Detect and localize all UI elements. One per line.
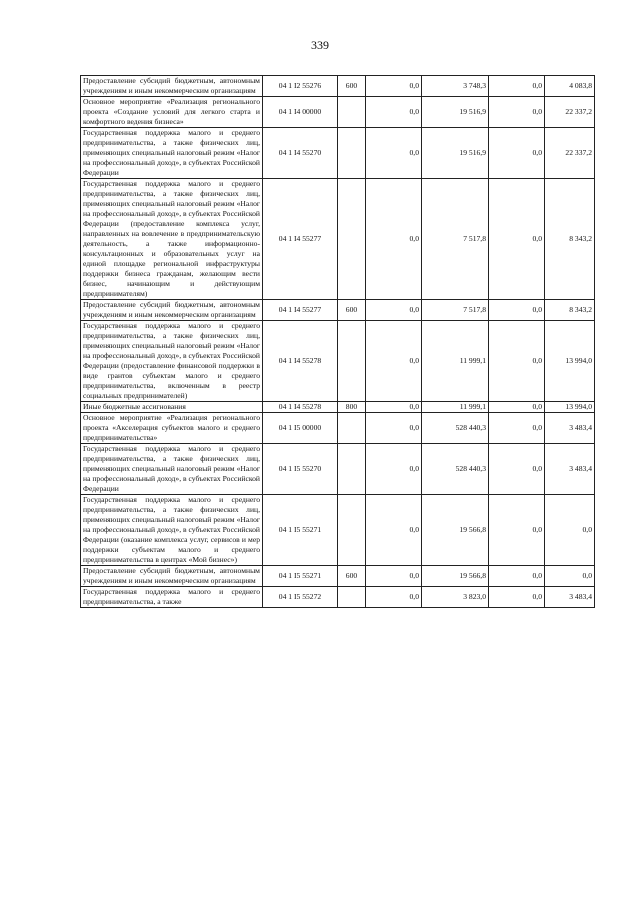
row-vr: 600	[338, 566, 366, 587]
page-number: 339	[311, 38, 329, 52]
row-value-2: 3 823,0	[422, 587, 489, 608]
row-vr: 600	[338, 300, 366, 321]
row-value-1: 0,0	[366, 179, 422, 300]
row-value-4: 4 083,8	[545, 76, 595, 97]
row-value-2: 11 999,1	[422, 402, 489, 413]
row-vr	[338, 413, 366, 444]
row-value-2: 19 566,8	[422, 495, 489, 566]
row-code: 04 1 I5 00000	[263, 413, 338, 444]
row-value-3: 0,0	[489, 300, 545, 321]
row-value-4: 22 337,2	[545, 128, 595, 179]
row-value-4: 13 994,0	[545, 321, 595, 402]
table-row	[81, 587, 595, 608]
row-vr: 600	[338, 76, 366, 97]
table-row	[81, 179, 595, 300]
row-value-1: 0,0	[366, 321, 422, 402]
row-value-3: 0,0	[489, 413, 545, 444]
row-name: Государственная поддержка малого и среднего предпринимательства, а также физических лиц, применяющих специальный налоговый режим «Налог на профессиональный доход», в субъектах Российской Федерации	[81, 444, 263, 495]
table-row	[81, 413, 595, 444]
row-value-1: 0,0	[366, 300, 422, 321]
table-row	[81, 444, 595, 495]
row-value-1: 0,0	[366, 97, 422, 128]
row-value-4: 13 994,0	[545, 402, 595, 413]
table-row	[81, 321, 595, 402]
table-row	[81, 566, 595, 587]
budget-table	[80, 75, 595, 608]
row-vr	[338, 444, 366, 495]
row-code: 04 1 I5 55270	[263, 444, 338, 495]
row-value-2: 7 517,8	[422, 179, 489, 300]
row-value-1: 0,0	[366, 587, 422, 608]
row-name: Предоставление субсидий бюджетным, автономным учреждениям и иным некоммерческим организациям	[81, 300, 263, 321]
row-vr	[338, 97, 366, 128]
row-code: 04 1 I2 55276	[263, 76, 338, 97]
row-value-4: 3 483,4	[545, 413, 595, 444]
table-row	[81, 128, 595, 179]
row-value-3: 0,0	[489, 321, 545, 402]
table-row	[81, 495, 595, 566]
row-value-3: 0,0	[489, 128, 545, 179]
row-value-2: 19 566,8	[422, 566, 489, 587]
row-value-4: 0,0	[545, 495, 595, 566]
row-code: 04 1 I4 55270	[263, 128, 338, 179]
row-value-3: 0,0	[489, 566, 545, 587]
row-value-2: 19 516,9	[422, 97, 489, 128]
row-name: Предоставление субсидий бюджетным, автономным учреждениям и иным некоммерческим организациям	[81, 566, 263, 587]
row-value-3: 0,0	[489, 76, 545, 97]
row-code: 04 1 I4 00000	[263, 97, 338, 128]
row-value-1: 0,0	[366, 444, 422, 495]
row-value-3: 0,0	[489, 587, 545, 608]
row-value-4: 0,0	[545, 566, 595, 587]
row-code: 04 1 I5 55271	[263, 495, 338, 566]
row-code: 04 1 I4 55278	[263, 321, 338, 402]
row-value-4: 3 483,4	[545, 587, 595, 608]
row-name: Государственная поддержка малого и среднего предпринимательства, а также физических лиц, применяющих специальный налоговый режим «Налог на профессиональный доход», в субъектах Российской Федерации (оказание комплекса услуг, сервисов и мер поддержки субъектам малого и среднего предпринимательства в центрах «Мой бизнес»)	[81, 495, 263, 566]
row-name: Государственная поддержка малого и среднего предпринимательства, а также физических лиц, применяющих специальный налоговый режим «Налог на профессиональный доход», в субъектах Российской Федерации	[81, 128, 263, 179]
row-code: 04 1 I5 55272	[263, 587, 338, 608]
row-value-4: 8 343,2	[545, 179, 595, 300]
row-vr	[338, 321, 366, 402]
table-row	[81, 97, 595, 128]
row-name: Основное мероприятие «Реализация регионального проекта «Акселерация субъектов малого и среднего предпринимательства»	[81, 413, 263, 444]
row-value-1: 0,0	[366, 128, 422, 179]
row-value-2: 528 440,3	[422, 413, 489, 444]
row-vr	[338, 495, 366, 566]
row-value-2: 19 516,9	[422, 128, 489, 179]
row-value-3: 0,0	[489, 179, 545, 300]
row-value-3: 0,0	[489, 97, 545, 128]
row-value-2: 3 748,3	[422, 76, 489, 97]
row-value-3: 0,0	[489, 444, 545, 495]
row-vr: 800	[338, 402, 366, 413]
row-vr	[338, 587, 366, 608]
row-value-1: 0,0	[366, 495, 422, 566]
row-name: Государственная поддержка малого и среднего предпринимательства, а также физических лиц, применяющих специальный налоговый режим «Налог на профессиональный доход», в субъектах Российской Федерации (предоставление финансовой поддержки в виде грантов субъектам малого и среднего предпринимательства, включенным в реестр социальных предпринимателей)	[81, 321, 263, 402]
row-value-2: 7 517,8	[422, 300, 489, 321]
row-vr	[338, 179, 366, 300]
row-code: 04 1 I4 55277	[263, 300, 338, 321]
row-name: Предоставление субсидий бюджетным, автономным учреждениям и иным некоммерческим организациям	[81, 76, 263, 97]
row-value-1: 0,0	[366, 402, 422, 413]
row-value-3: 0,0	[489, 495, 545, 566]
table-row	[81, 402, 595, 413]
row-value-1: 0,0	[366, 76, 422, 97]
row-value-3: 0,0	[489, 402, 545, 413]
row-value-4: 22 337,2	[545, 97, 595, 128]
row-value-2: 528 440,3	[422, 444, 489, 495]
row-value-1: 0,0	[366, 413, 422, 444]
row-name: Основное мероприятие «Реализация регионального проекта «Создание условий для легкого старта и комфортного ведения бизнеса»	[81, 97, 263, 128]
row-vr	[338, 128, 366, 179]
row-value-1: 0,0	[366, 566, 422, 587]
row-code: 04 1 I4 55278	[263, 402, 338, 413]
row-name: Иные бюджетные ассигнования	[81, 402, 263, 413]
row-value-2: 11 999,1	[422, 321, 489, 402]
row-name: Государственная поддержка малого и среднего предпринимательства, а также физических лиц, применяющих специальный налоговый режим «Налог на профессиональный доход», в субъектах Российской Федерации (предоставление комплекса услуг, направленных на вовлечение в предпринимательскую деятельность, а также информационно-консультационных и образовательных услуг на единой площадке региональной инфраструктуры поддержки бизнеса гражданам, желающим вести бизнес, начинающим и действующим предпринимателям)	[81, 179, 263, 300]
row-value-4: 3 483,4	[545, 444, 595, 495]
table-row	[81, 300, 595, 321]
row-code: 04 1 I5 55271	[263, 566, 338, 587]
table-row	[81, 76, 595, 97]
row-code: 04 1 I4 55277	[263, 179, 338, 300]
row-value-4: 8 343,2	[545, 300, 595, 321]
row-name: Государственная поддержка малого и среднего предпринимательства, а также	[81, 587, 263, 608]
